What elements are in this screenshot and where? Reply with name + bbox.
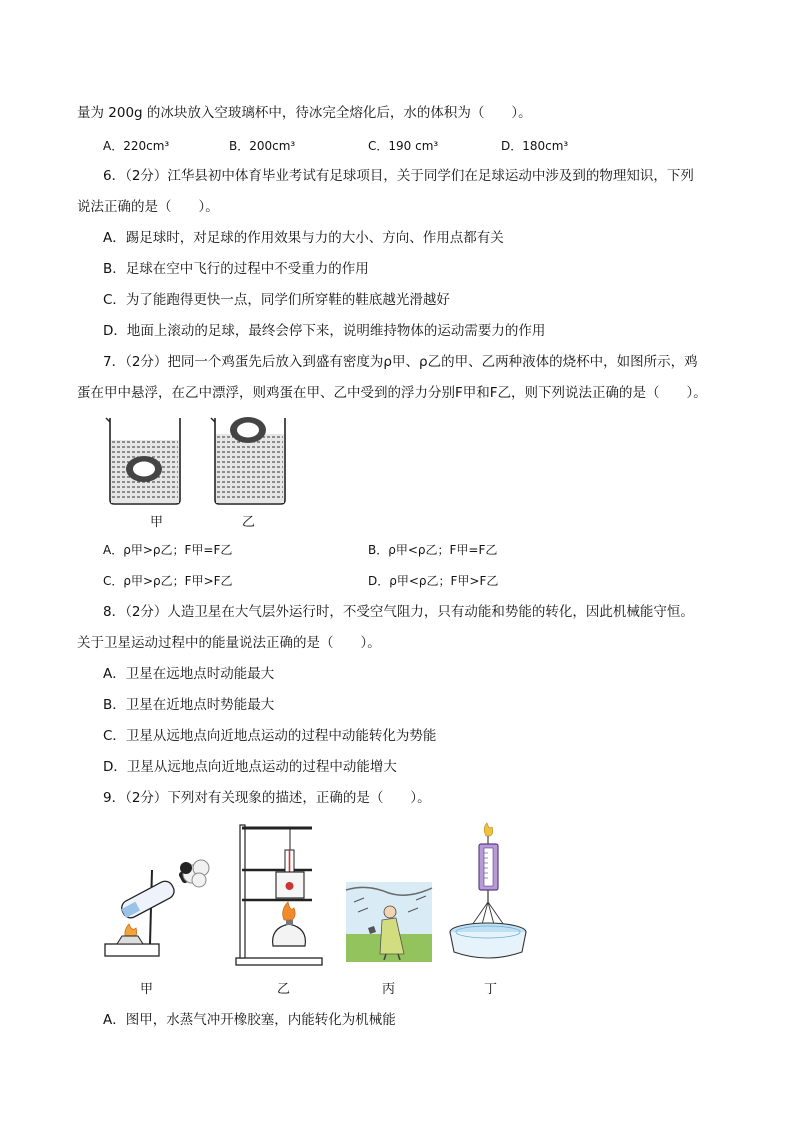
q6-option-a[interactable]: A．踢足球时，对足球的作用效果与力的大小、方向、作用点都有关	[103, 230, 504, 246]
q8-option-d[interactable]: D．卫星从远地点向近地点运动的过程中动能增大	[103, 759, 397, 775]
q6-option-b[interactable]: B．足球在空中飞行的过程中不受重力的作用	[103, 261, 369, 277]
q6-stem-line1: 6．（2分）江华县初中体育毕业考试有足球项目，关于同学们在足球运动中涉及到的物理知识，下列	[103, 168, 694, 184]
q9-fig-yi-iron-stand-icon	[232, 822, 326, 968]
q8-option-a[interactable]: A．卫星在远地点时动能最大	[103, 666, 275, 682]
q9-fig-bing-windy-scene-icon	[346, 882, 432, 962]
q7-stem-line1: 7．（2分）把同一个鸡蛋先后放入到盛有密度为ρ甲、ρ乙的甲、乙两种液体的烧杯中，如图所示，鸡	[103, 354, 698, 370]
q9-figure-label-bing: 丙	[382, 982, 396, 997]
q8-stem-line1: 8．（2分）人造卫星在大气层外运行时，不受空气阻力，只有动能和势能的转化，因此机械能守恒。	[103, 604, 694, 620]
q9-stem-line1: 9．（2分）下列对有关现象的描述，正确的是（ ）。	[103, 790, 431, 806]
q6-option-c[interactable]: C．为了能跑得更快一点，同学们所穿鞋的鞋底越光滑越好	[103, 292, 450, 308]
q5-option-b[interactable]: B．200cm³	[229, 139, 296, 153]
beaker-yi-icon	[211, 417, 285, 504]
q7-figure-label-yi: 乙	[242, 515, 256, 530]
q5-option-d[interactable]: D．180cm³	[501, 139, 569, 153]
q7-option-b[interactable]: B．ρ甲<ρ乙；F甲=F乙	[368, 543, 498, 557]
q9-option-a[interactable]: A．图甲，水蒸气冲开橡胶塞，内能转化为机械能	[103, 1012, 396, 1028]
q8-stem-line2: 关于卫星运动过程中的能量说法正确的是（ ）。	[77, 635, 381, 651]
q7-beakers-figure	[100, 412, 290, 510]
q9-figure-label-yi: 乙	[277, 982, 291, 997]
q8-option-c[interactable]: C．卫星从远地点向近地点运动的过程中动能转化为势能	[103, 728, 437, 744]
q5-option-c[interactable]: C．190 cm³	[368, 139, 439, 153]
q5-option-a[interactable]: A．220cm³	[103, 139, 170, 153]
q6-stem-line2: 说法正确的是（ ）。	[77, 199, 219, 215]
q7-stem-line2: 蛋在甲中悬浮，在乙中漂浮，则鸡蛋在甲、乙中受到的浮力分别F甲和F乙，则下列说法正确的是（ ）。	[77, 385, 707, 401]
q9-figure-label-jia: 甲	[140, 982, 154, 997]
q7-figure-label-jia: 甲	[150, 515, 164, 530]
q7-option-a[interactable]: A．ρ甲>ρ乙；F甲=F乙	[103, 543, 233, 557]
q9-fig-jia-steam-tube-icon	[102, 840, 212, 966]
beaker-jia-icon	[106, 418, 180, 504]
q6-option-d[interactable]: D．地面上滚动的足球，最终会停下来，说明维持物体的运动需要力的作用	[103, 323, 546, 339]
q5-stem-tail: 量为 200g 的冰块放入空玻璃杯中，待冰完全熔化后，水的体积为（ ）。	[77, 105, 532, 121]
q9-fig-ding-spring-scale-icon	[448, 822, 532, 968]
q7-option-c[interactable]: C．ρ甲>ρ乙；F甲>F乙	[103, 574, 233, 588]
q7-option-d[interactable]: D．ρ甲<ρ乙；F甲>F乙	[368, 574, 499, 588]
q9-figure-label-ding: 丁	[484, 982, 498, 997]
q8-option-b[interactable]: B．卫星在近地点时势能最大	[103, 697, 275, 713]
